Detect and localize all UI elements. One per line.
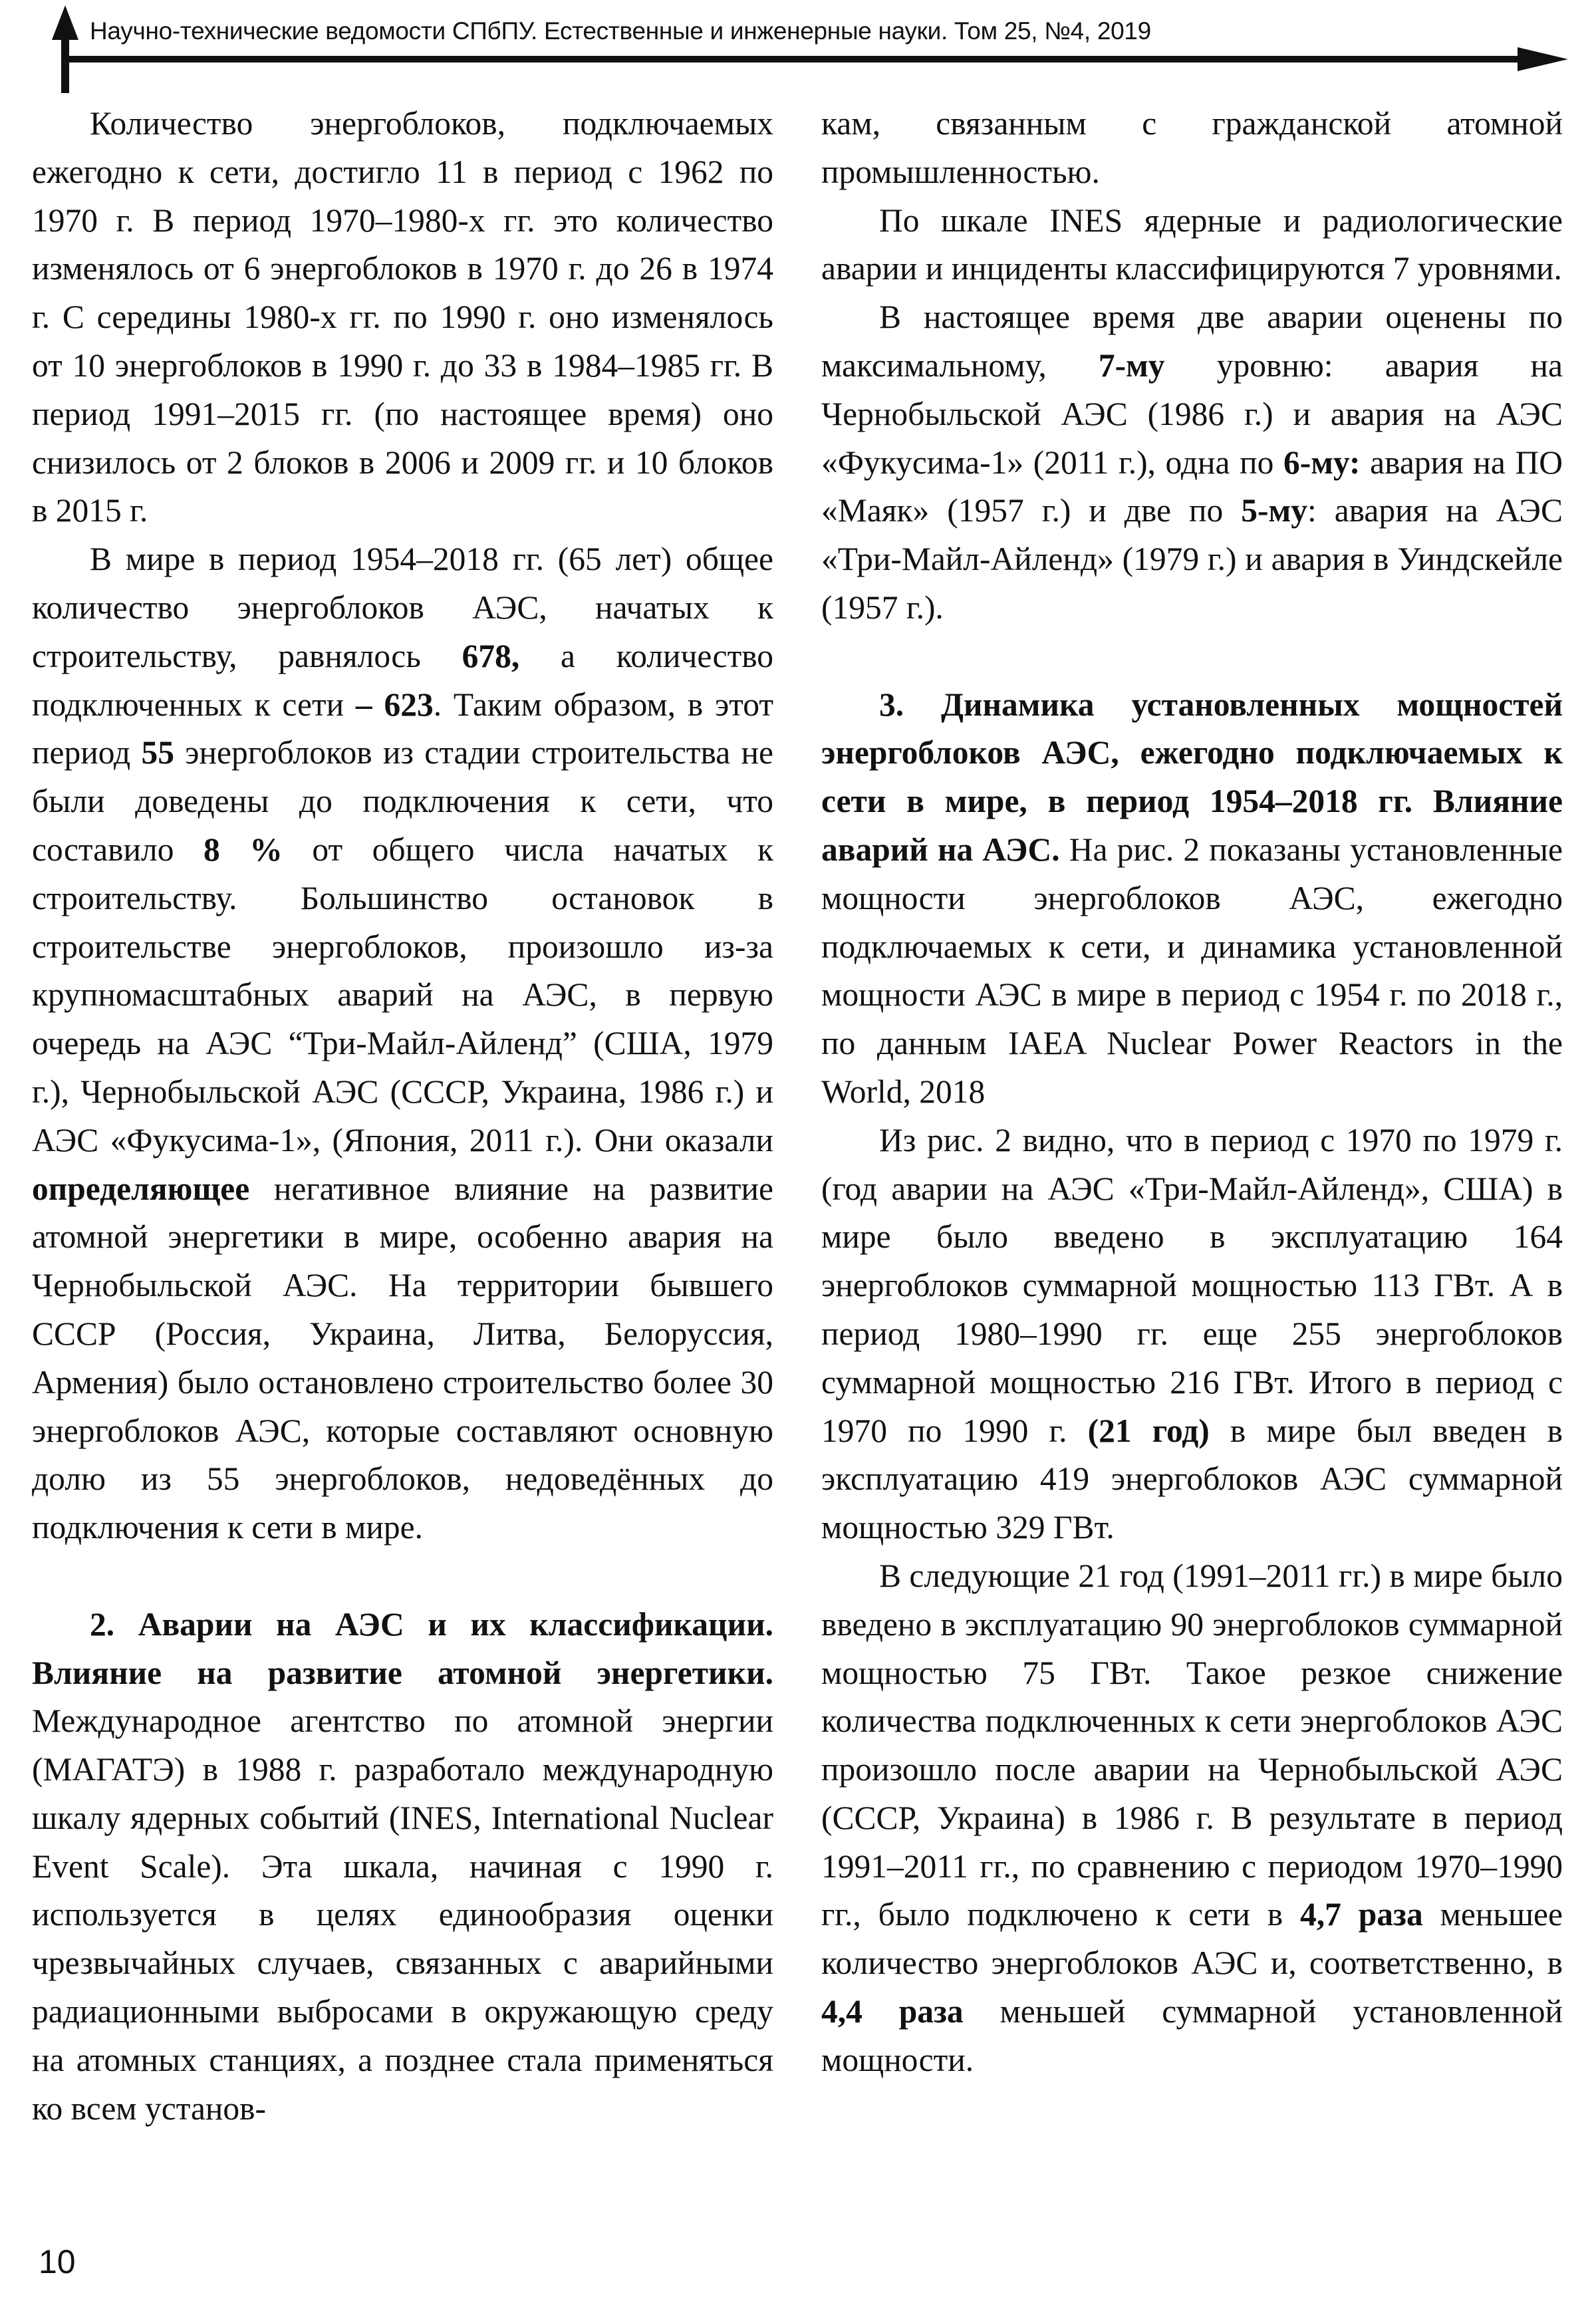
bold-run: 6-му: [1283,444,1361,481]
text-run: . Таким образом, в этот период [32,686,774,771]
right-column [821,100,1563,2085]
bold-run: 4,7 раза [1300,1896,1423,1933]
paragraph [821,1117,1563,1552]
bold-run: 7-му [1098,346,1165,384]
text-run: В следующие 21 год (1991–2011 гг.) в мире было введено в эксплуатацию 90 энергоблоков суммарной мощностью 75 ГВт. Такое резкое снижение количества подключенных к сети энергоблоков АЭС произошло после аварии на Чернобыльской АЭС (СССР, Украина) в 1986 г. В результате в период 1991–2011 гг., по сравнению с периодом 1970–1990 гг., было подключено к сети в [821,1557,1563,1933]
bold-run: 678, [462,637,520,674]
text-run: Из рис. 2 видно, что в период с 1970 по 1979 г. (год аварии на АЭС «Три-Майл-Айленд», США) в мире было введено в эксплуатацию 164 энергоблоков суммарной мощностью 113 ГВт. А в период 1980–1990 гг. еще 255 энергоблоков суммарной мощностью 216 ГВт. Итого в период с 1970 по 1990 г. [821,1121,1563,1449]
text-run: негативное влияние на развитие атомной энергетики в мире, особенно авария на Чернобыльской АЭС. На территории бывшего СССР (Россия, Украина, Литва, Белоруссия, Армения) было остановлено строительство более 30 энергоблоков АЭС, которые составляют основную долю из 55 энергоблоков, недоведённых до подключения к сети в мире. [32,1170,773,1546]
text-run: На рис. 2 показаны установленные мощности энергоблоков АЭС, ежегодно подключаемых к сети, и динамика установленной мощности АЭС в мире в период с 1954 г. по 2018 г., по данным IAEA Nuclear Power Reactors in the World, 2018 [821,831,1563,1110]
header-rule [65,56,1520,63]
text-run: энергоблоков из стадии строительства не были доведены до подключения к сети, что составило [32,734,773,868]
left-column [32,100,773,2133]
paragraph: По шкале INES ядерные и радиологические аварии и инциденты классифицируются 7 уровнями. [821,202,1563,287]
paragraph [32,535,773,1552]
text-run: Международное агентство по атомной энергии (МАГАТЭ) в 1988 г. разработало международную шкалу ядерных событий (INES, International Nuclear Event Scale). Эта шкала, начиная с 1990 г. используется в целях единообразия оценки чрезвычайных случаев, связанных с аварийными радиационными выбросами в окружающую среду на атомных станциях, а позднее стала применяться ко всем установ- [32,1702,773,2127]
text-run: В мире в период 1954–2018 гг. (65 лет) общее количество энергоблоков АЭС, начатых к строительству, равнялось [32,541,773,674]
bold-run: 4,4 раза [821,1993,964,2030]
bold-run: 8 % [203,831,283,868]
bold-run: – 623 [355,686,434,723]
text-run: В настоящее время две аварии оценены по максимальному, [821,299,1563,384]
bold-run: определяющее [32,1170,250,1207]
text-run: уровню: авария на Чернобыльской АЭС (1986 г.) и авария на АЭС «Фукусима-1» (2011 г.), одна по [821,346,1563,481]
text-run: меньшей суммарной установленной мощности. [821,1993,1563,2078]
paragraph: Количество энергоблоков, подключаемых ежегодно к сети, достигло 11 в период с 1962 по 1970 г. В период 1970–1980-х гг. это количество изменялось от 6 энергоблоков в 1970 г. до 26 в 1974 г. С середины 1980-х гг. по 1990 г. оно изменялось от 10 энергоблоков в 1990 г. до 33 в 1984–1985 гг. В период 1991–2015 гг. (по настоящее время) оно снизилось от 2 блоков в 2006 и 2009 гг. и 10 блоков в 2015 г. [32,105,773,529]
section-heading: 2. Аварии на АЭС и их классификации. Влияние на развитие атомной энергетики. [32,1605,773,1691]
arrow-right-icon [1518,47,1568,71]
page-number: 10 [39,2243,76,2280]
text-run: меньшее количество энергоблоков АЭС и, соответственно, в [821,1896,1563,1982]
journal-title: Научно-технические ведомости СПбПУ. Естественные и инженерные науки. Том 25, №4, 2019 [90,17,1151,45]
bold-run: 55 [141,734,174,771]
text-run: а количество подключенных к сети [32,637,773,723]
running-header [0,0,1596,86]
section-3-paragraph [821,681,1563,1117]
text-run: в мире был введен в эксплуатацию 419 энергоблоков АЭС суммарной мощностью 329 ГВт. [821,1412,1563,1546]
paragraph: кам, связанным с гражданской атомной промышленностью. [821,105,1563,190]
bold-run: 5-му [1241,492,1307,529]
text-run: : авария на АЭС «Три-Майл-Айленд» (1979 г.) и авария в Уиндскейле (1957 г.). [821,492,1563,626]
section-2-paragraph [32,1601,773,2133]
bold-run: (21 год) [1087,1412,1210,1449]
text-run: от общего числа начатых к строительству. Большинство остановок в строительстве энергоблоков, произошло из-за крупномасштабных аварий на АЭС, в первую очередь на АЭС “Три-Майл-Айленд” (США, 1979 г.), Чернобыльской АЭС (СССР, Украина, 1986 г.) и АЭС «Фукусима-1», (Япония, 2011 г.). Они оказали [32,831,773,1158]
paragraph [821,1552,1563,2085]
text-run: авария на ПО «Маяк» (1957 г.) и две по [821,444,1563,529]
paragraph [821,293,1563,632]
section-heading: 3. Динамика установленных мощностей энергоблоков АЭС, ежегодно подключаемых к сети в мире, в период 1954–2018 гг. Влияние аварий на АЭС. [821,686,1563,868]
